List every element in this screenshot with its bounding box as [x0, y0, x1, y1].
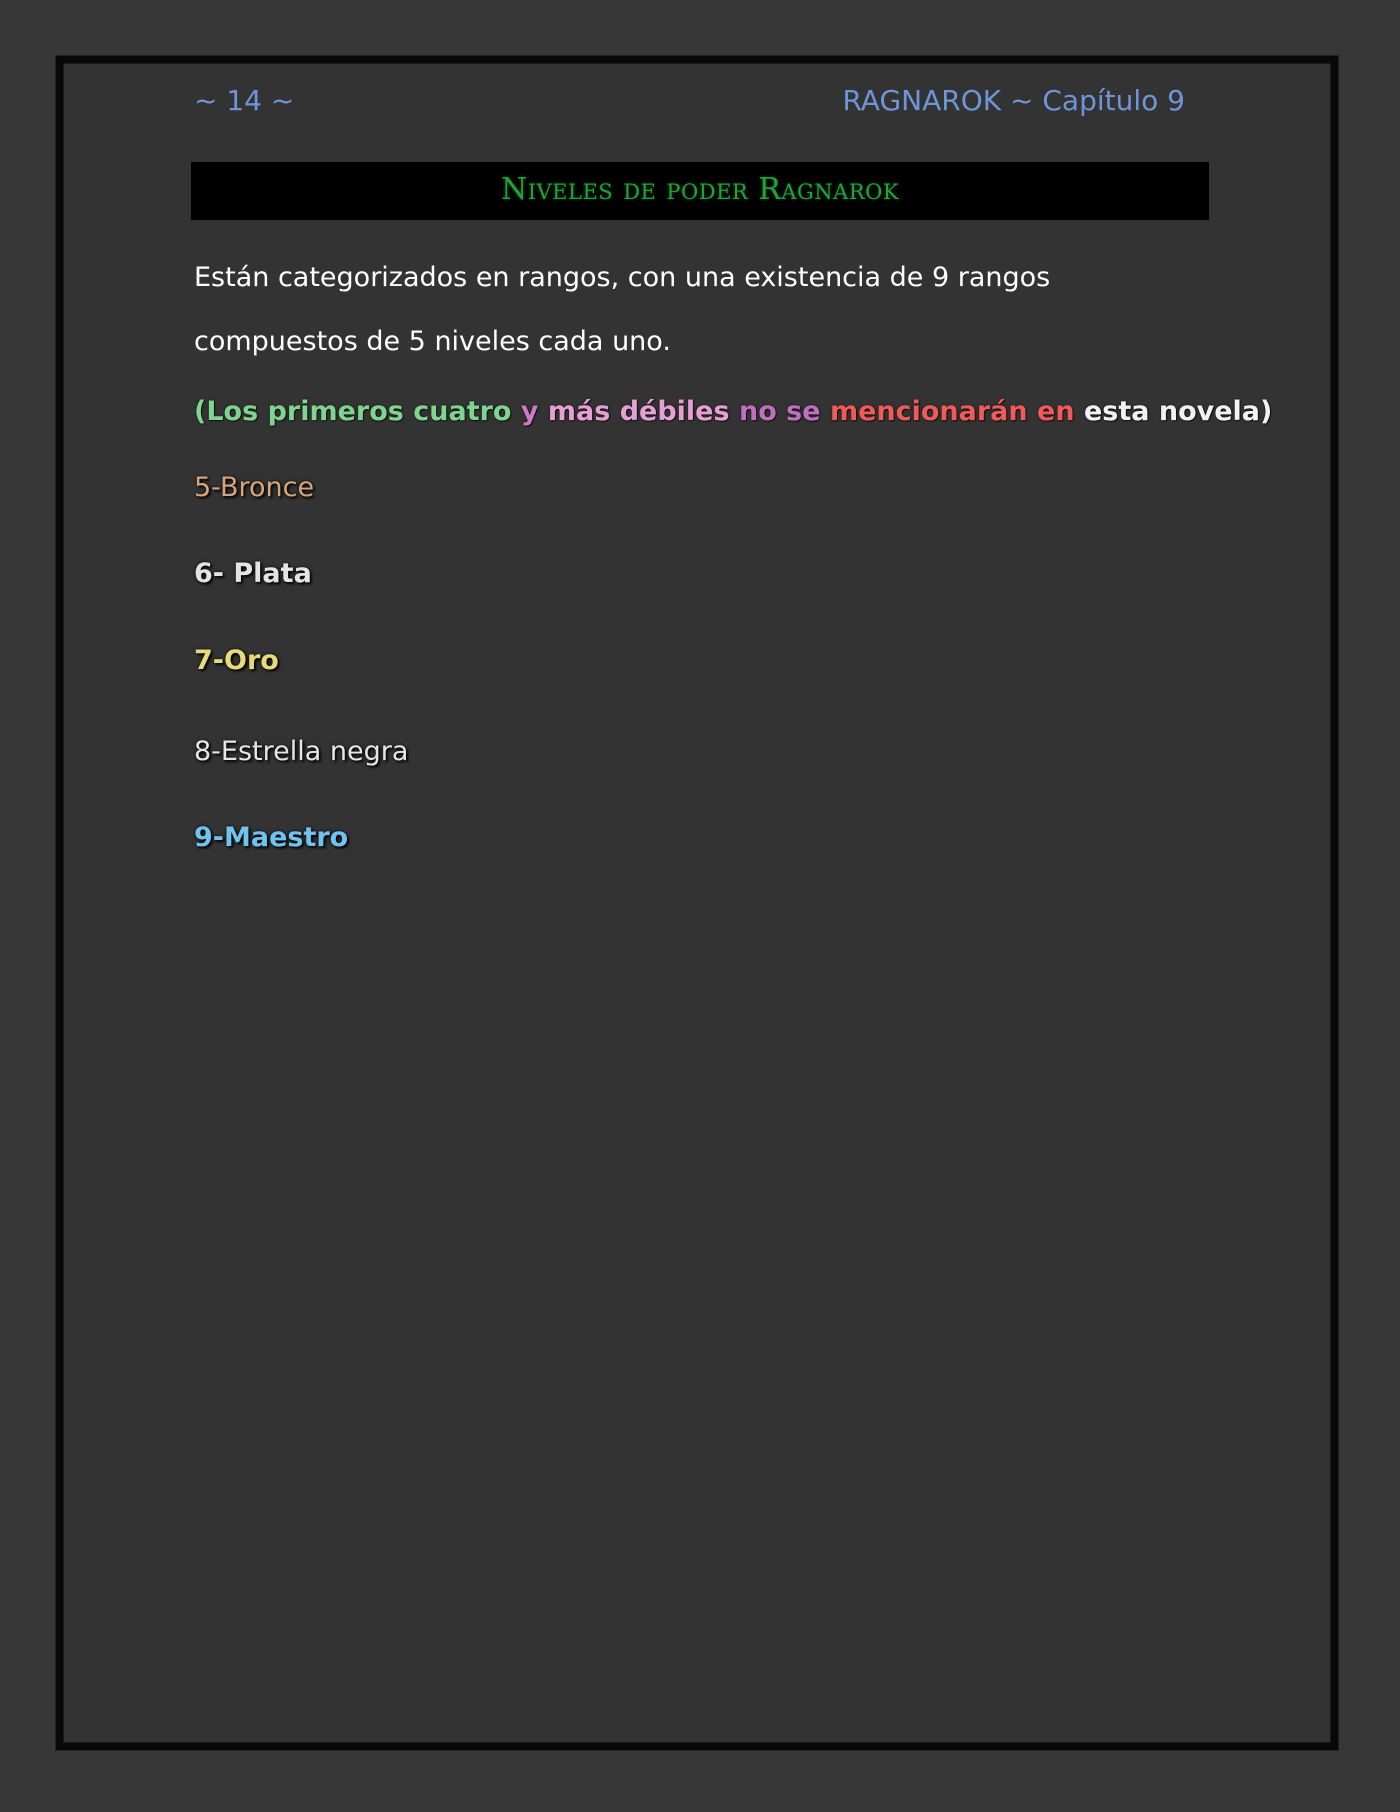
intro-paragraph: Están categorizados en rangos, con una existencia de 9 rangos compuestos de 5 niveles cada uno.	[194, 262, 1051, 357]
note-segment: esta novela)	[1083, 396, 1273, 427]
rank-oro: 7-Oro	[194, 645, 279, 676]
note-segment: y	[520, 396, 548, 427]
note-line	[194, 396, 1272, 427]
section-title-bar	[191, 162, 1209, 220]
note-segment: mencionarán en	[829, 396, 1084, 427]
note-segment: más débiles	[547, 396, 739, 427]
note-segment: (Los primeros cuatro	[194, 396, 521, 427]
note-segment: no se	[738, 396, 830, 427]
rank-estrella-negra: 8-Estrella negra	[194, 736, 409, 767]
rank-maestro: 9-Maestro	[194, 822, 349, 853]
chapter-header: RAGNAROK ~ Capítulo 9	[842, 84, 1185, 117]
rank-bronce: 5-Bronce	[194, 472, 315, 503]
section-title: Niveles de poder Ragnarok	[500, 172, 900, 207]
rank-plata: 6- Plata	[194, 558, 312, 589]
page-number: ~ 14 ~	[194, 84, 295, 117]
